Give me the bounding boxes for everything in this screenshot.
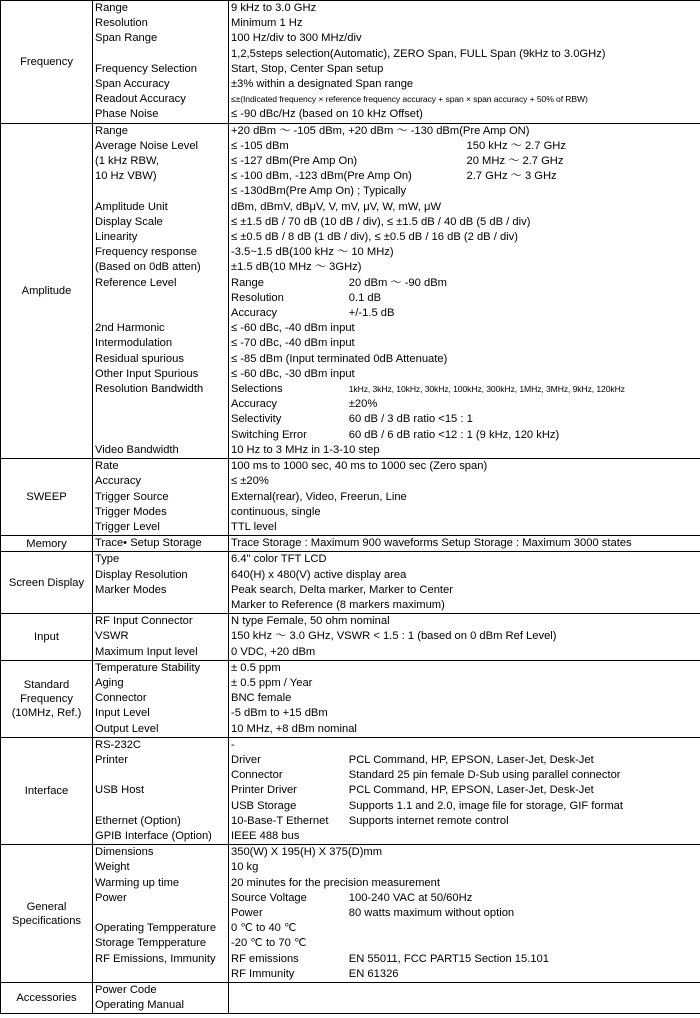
spec-label: Other Input Spurious xyxy=(93,367,229,382)
spec-label: Aging xyxy=(93,676,229,691)
spec-row xyxy=(1,814,700,829)
spec-label: Operating Tempperature xyxy=(93,921,229,936)
spec-value-columns xyxy=(231,291,698,306)
spec-subvalue: 80 watts maximum without option xyxy=(348,906,515,919)
spec-value xyxy=(229,139,700,154)
spec-label: Resolution Bandwidth xyxy=(93,382,229,397)
spec-value: ≤ -70 dBc, -40 dBm input xyxy=(229,336,700,351)
spec-value xyxy=(229,891,700,906)
spec-value xyxy=(229,967,700,983)
spec-subkey: ≤ -100 dBm, -123 dBm(Pre Amp On) xyxy=(231,170,412,183)
spec-label xyxy=(93,412,229,427)
spec-label: Video Bandwidth xyxy=(93,443,229,459)
spec-value: ≤ ±1.5 dB / 70 dB (10 dB / div), ≤ ±1.5 dB / 40 dB (5 dB / div) xyxy=(229,215,700,230)
spec-label: Resolution xyxy=(93,16,229,31)
spec-value: ≤ -60 dBc, -40 dBm input xyxy=(229,321,700,336)
spec-value: Peak search, Delta marker, Marker to Center xyxy=(229,583,700,598)
spec-subvalue: PCL Command, HP, EPSON, Laser-Jet, Desk-Jet xyxy=(348,784,594,797)
spec-row xyxy=(1,568,700,583)
spec-row xyxy=(1,860,700,875)
spec-subvalue: 0.1 dB xyxy=(348,291,382,304)
spec-label xyxy=(93,47,229,62)
spec-subvalue: 60 dB / 3 dB ratio <15 : 1 xyxy=(348,413,473,426)
spec-subkey: Switching Error xyxy=(231,428,307,441)
spec-label: VSWR xyxy=(93,629,229,644)
section-category: Accessories xyxy=(1,983,93,1014)
spec-label: Rate xyxy=(93,459,229,475)
spec-value xyxy=(229,428,700,443)
spec-label: Weight xyxy=(93,860,229,875)
spec-value-columns xyxy=(231,397,698,412)
spec-label: Warming up time xyxy=(93,876,229,891)
spec-label: Power xyxy=(93,891,229,906)
spec-label: Residual spurious xyxy=(93,352,229,367)
spec-row xyxy=(1,906,700,921)
spec-table-body xyxy=(1,1,700,1014)
spec-label: Accuracy xyxy=(93,474,229,489)
spec-row xyxy=(1,583,700,598)
spec-row xyxy=(1,722,700,738)
spec-value-columns xyxy=(231,799,698,814)
spec-row xyxy=(1,306,700,321)
spec-value: 350(W) X 195(H) X 375(D)mm xyxy=(229,845,700,861)
spec-row xyxy=(1,520,700,536)
spec-row xyxy=(1,614,700,630)
spec-label: 2nd Harmonic xyxy=(93,321,229,336)
spec-value: ≤ ±0.5 dB / 8 dB (1 dB / div), ≤ ±0.5 dB / 16 dB (2 dB / div) xyxy=(229,230,700,245)
spec-row xyxy=(1,352,700,367)
spec-subkey: RF emissions xyxy=(231,952,299,965)
spec-row xyxy=(1,245,700,260)
spec-subkey: Connector xyxy=(231,769,283,782)
spec-row xyxy=(1,154,700,169)
spec-subvalue: Supports internet remote control xyxy=(348,814,509,827)
spec-row xyxy=(1,16,700,31)
spec-subkey: Accuracy xyxy=(231,398,278,411)
spec-row xyxy=(1,291,700,306)
spec-value-columns xyxy=(231,753,698,768)
spec-value xyxy=(229,814,700,829)
section-category: Input xyxy=(1,614,93,661)
spec-row xyxy=(1,998,700,1014)
spec-row xyxy=(1,77,700,92)
spec-value: ±1.5 dB(10 MHz ～ 3GHz) xyxy=(229,260,700,275)
spec-row xyxy=(1,552,700,568)
spec-value-columns xyxy=(231,967,698,982)
spec-subvalue: 2.7 GHz ～ 3 GHz xyxy=(466,170,557,183)
spec-label: Readout Accuracy xyxy=(93,92,229,107)
section-category: General Specifications xyxy=(1,845,93,983)
spec-label: (Based on 0dB atten) xyxy=(93,260,229,275)
spec-row xyxy=(1,276,700,291)
spec-value: ≤ -90 dBc/Hz (based on 10 kHz Offset) xyxy=(229,107,700,123)
spec-row xyxy=(1,660,700,676)
spec-row xyxy=(1,876,700,891)
spec-row xyxy=(1,443,700,459)
spec-label xyxy=(93,397,229,412)
spec-row xyxy=(1,260,700,275)
spec-row xyxy=(1,829,700,845)
spec-label: Input Level xyxy=(93,706,229,721)
spec-label: Printer xyxy=(93,753,229,768)
spec-value: ±3% within a designated Span range xyxy=(229,77,700,92)
spec-subvalue: 150 kHz ～ 2.7 GHz xyxy=(466,139,566,152)
spec-row xyxy=(1,92,700,107)
spec-subkey: Printer Driver xyxy=(231,784,297,797)
spec-value: -3.5~1.5 dB(100 kHz ～ 10 MHz) xyxy=(229,245,700,260)
spec-label: Ethernet (Option) xyxy=(93,814,229,829)
spec-value: -5 dBm to +15 dBm xyxy=(229,706,700,721)
spec-label: GPIB Interface (Option) xyxy=(93,829,229,845)
spec-value xyxy=(229,768,700,783)
spec-row xyxy=(1,215,700,230)
spec-row xyxy=(1,921,700,936)
spec-value: Minimum 1 Hz xyxy=(229,16,700,31)
spec-row xyxy=(1,629,700,644)
spec-value xyxy=(229,952,700,967)
spec-row xyxy=(1,1,700,17)
spec-subvalue: PCL Command, HP, EPSON, Laser-Jet, Desk-Jet xyxy=(348,753,594,766)
spec-value xyxy=(229,397,700,412)
spec-value: N type Female, 50 ohm nominal xyxy=(229,614,700,630)
spec-label: Trace• Setup Storage xyxy=(93,536,229,552)
spec-label: Connector xyxy=(93,691,229,706)
spec-row xyxy=(1,783,700,798)
spec-value xyxy=(229,291,700,306)
spec-row xyxy=(1,123,700,139)
spec-value xyxy=(229,983,700,999)
spec-label: RF Emissions, Immunity xyxy=(93,952,229,967)
spec-subkey: Source Voltage xyxy=(231,891,307,904)
spec-row xyxy=(1,47,700,62)
spec-value: BNC female xyxy=(229,691,700,706)
spec-label: Average Noise Level xyxy=(93,139,229,154)
spec-label: Range xyxy=(93,123,229,139)
spec-value: 10 kg xyxy=(229,860,700,875)
spec-label xyxy=(93,967,229,983)
spec-row xyxy=(1,706,700,721)
section-category: Interface xyxy=(1,737,93,844)
spec-label xyxy=(93,428,229,443)
spec-label xyxy=(93,768,229,783)
spec-value: continuous, single xyxy=(229,505,700,520)
spec-label: Display Scale xyxy=(93,215,229,230)
spec-row xyxy=(1,184,700,199)
spec-row xyxy=(1,200,700,215)
spec-value-columns xyxy=(231,814,698,829)
spec-row xyxy=(1,412,700,427)
spec-subkey: Range xyxy=(231,276,264,289)
section-category: Screen Display xyxy=(1,552,93,614)
spec-label: RF Input Connector xyxy=(93,614,229,630)
spec-value xyxy=(229,382,700,397)
spec-row xyxy=(1,768,700,783)
spec-row xyxy=(1,967,700,983)
section-category: Memory xyxy=(1,536,93,552)
spec-value: 6.4" color TFT LCD xyxy=(229,552,700,568)
spec-label xyxy=(93,906,229,921)
spec-row xyxy=(1,169,700,184)
spec-row xyxy=(1,428,700,443)
spec-row xyxy=(1,62,700,77)
spec-value-columns xyxy=(231,906,698,921)
spec-label: Range xyxy=(93,1,229,17)
spec-label: Power Code xyxy=(93,983,229,999)
spec-row xyxy=(1,598,700,614)
spec-value: IEEE 488 bus xyxy=(229,829,700,845)
spec-subvalue: 100-240 VAC at 50/60Hz xyxy=(348,891,473,904)
spec-value: ± 0.5 ppm / Year xyxy=(229,676,700,691)
spec-label: Reference Level xyxy=(93,276,229,291)
section-category: SWEEP xyxy=(1,459,93,536)
spec-value xyxy=(229,783,700,798)
spec-value: - xyxy=(229,737,700,753)
spec-value xyxy=(229,753,700,768)
spec-row xyxy=(1,31,700,46)
spec-row xyxy=(1,845,700,861)
spec-subkey: USB Storage xyxy=(231,799,297,812)
section-category: Amplitude xyxy=(1,123,93,458)
spec-label: 10 Hz VBW) xyxy=(93,169,229,184)
spec-row xyxy=(1,676,700,691)
spec-row xyxy=(1,891,700,906)
spec-row xyxy=(1,691,700,706)
spec-subvalue: EN 61326 xyxy=(348,967,399,980)
spec-value: Start, Stop, Center Span setup xyxy=(229,62,700,77)
spec-row xyxy=(1,397,700,412)
spec-value: ≤ -60 dBc, -30 dBm input xyxy=(229,367,700,382)
spec-label: Display Resolution xyxy=(93,568,229,583)
spec-subkey: Resolution xyxy=(231,291,284,304)
spec-row xyxy=(1,490,700,505)
spec-subkey: ≤ -105 dBm xyxy=(231,139,289,152)
spec-label: Marker Modes xyxy=(93,583,229,598)
spec-value: 10 Hz to 3 MHz in 1-3-10 step xyxy=(229,443,700,459)
spec-value: ≤ ±20% xyxy=(229,474,700,489)
spec-row xyxy=(1,936,700,951)
spec-label: Storage Tempperature xyxy=(93,936,229,951)
spec-subvalue: 1kHz, 3kHz, 10kHz, 30kHz, 100kHz, 300kHz, 1MHz, 3MHz, 9kHz, 120kHz xyxy=(348,384,625,395)
spec-value-columns xyxy=(231,276,698,291)
spec-subkey: ≤ -127 dBm(Pre Amp On) xyxy=(231,155,358,168)
spec-value-columns xyxy=(231,952,698,967)
spec-subkey: Accuracy xyxy=(231,307,278,320)
spec-row xyxy=(1,230,700,245)
spec-value: 150 kHz ～ 3.0 GHz, VSWR < 1.5 : 1 (based on 0 dBm Ref Level) xyxy=(229,629,700,644)
spec-label: Maximum Input level xyxy=(93,645,229,661)
spec-value: 0 ℃ to 40 ℃ xyxy=(229,921,700,936)
spec-label: Span Range xyxy=(93,31,229,46)
spec-label: Linearity xyxy=(93,230,229,245)
spec-value-columns xyxy=(231,412,698,427)
spec-label: Type xyxy=(93,552,229,568)
spec-value-columns xyxy=(231,783,698,798)
spec-row xyxy=(1,459,700,475)
spec-row xyxy=(1,474,700,489)
spec-value: dBm, dBmV, dBμV, V, mV, μV, W, mW, μW xyxy=(229,200,700,215)
spec-label: Frequency response xyxy=(93,245,229,260)
spec-row xyxy=(1,799,700,814)
spec-subkey: Selectivity xyxy=(231,413,282,426)
spec-subkey: RF Immunity xyxy=(231,967,295,980)
spec-label: Span Accuracy xyxy=(93,77,229,92)
spec-value xyxy=(229,306,700,321)
spec-value: 1,2,5steps selection(Automatic), ZERO Span, FULL Span (9kHz to 3.0GHz) xyxy=(229,47,700,62)
spec-subkey: 10-Base-T Ethernet xyxy=(231,814,329,827)
spec-subvalue: +/-1.5 dB xyxy=(348,307,395,320)
spec-value xyxy=(229,154,700,169)
spec-value: +20 dBm ～ -105 dBm, +20 dBm ～ -130 dBm(Pre Amp ON) xyxy=(229,123,700,139)
spec-subvalue: 20 MHz ～ 2.7 GHz xyxy=(466,155,564,168)
spec-row xyxy=(1,107,700,123)
spec-value: -20 ℃ to 70 ℃ xyxy=(229,936,700,951)
spec-value: 20 minutes for the precision measurement xyxy=(229,876,700,891)
spec-value xyxy=(229,169,700,184)
spec-label xyxy=(93,799,229,814)
spec-value-columns xyxy=(231,891,698,906)
spec-value: 10 MHz, +8 dBm nominal xyxy=(229,722,700,738)
spec-value: 640(H) x 480(V) active display area xyxy=(229,568,700,583)
section-category: Standard Frequency (10MHz, Ref.) xyxy=(1,660,93,737)
spec-value xyxy=(229,276,700,291)
spec-label: Amplitude Unit xyxy=(93,200,229,215)
spec-label: Trigger Level xyxy=(93,520,229,536)
spec-label: RS-232C xyxy=(93,737,229,753)
spec-row xyxy=(1,321,700,336)
spec-row xyxy=(1,139,700,154)
spec-value-columns xyxy=(231,154,698,169)
spec-row xyxy=(1,367,700,382)
spec-value: External(rear), Video, Freerun, Line xyxy=(229,490,700,505)
spec-row xyxy=(1,983,700,999)
spec-label: Temperature Stability xyxy=(93,660,229,676)
spec-subkey: Driver xyxy=(231,753,261,766)
spec-value xyxy=(229,906,700,921)
spec-label: Trigger Source xyxy=(93,490,229,505)
spec-subkey: Selections xyxy=(231,383,283,396)
spec-subvalue: Supports 1.1 and 2.0, image file for storage, GIF format xyxy=(348,799,623,812)
spec-label: Frequency Selection xyxy=(93,62,229,77)
spec-value: 9 kHz to 3.0 GHz xyxy=(229,1,700,17)
spec-value: ≤±(Indicated frequency × reference frequency accuracy + span × span accuracy + 50% of RBW) xyxy=(229,92,700,107)
spec-row xyxy=(1,536,700,552)
spec-label xyxy=(93,598,229,614)
spec-label xyxy=(93,184,229,199)
spec-value: ± 0.5 ppm xyxy=(229,660,700,676)
spec-row xyxy=(1,505,700,520)
spec-label: Dimensions xyxy=(93,845,229,861)
spec-row xyxy=(1,336,700,351)
spec-value-columns xyxy=(231,169,698,184)
spec-value: 100 Hz/div to 300 MHz/div xyxy=(229,31,700,46)
spec-subvalue: 20 dBm ～ -90 dBm xyxy=(348,276,447,289)
spec-label: USB Host xyxy=(93,783,229,798)
spec-subvalue: Standard 25 pin female D-Sub using parallel connector xyxy=(348,769,621,782)
spec-value-columns xyxy=(231,306,698,321)
spec-value-columns xyxy=(231,428,698,443)
spec-value: TTL level xyxy=(229,520,700,536)
spec-subkey: Power xyxy=(231,906,263,919)
section-category: Frequency xyxy=(1,1,93,124)
spec-label xyxy=(93,291,229,306)
spec-value: Marker to Reference (8 markers maximum) xyxy=(229,598,700,614)
spec-label: (1 kHz RBW, xyxy=(93,154,229,169)
spec-value xyxy=(229,799,700,814)
spec-subvalue: EN 55011, FCC PART15 Section 15.101 xyxy=(348,952,549,965)
spec-label: Operating Manual xyxy=(93,998,229,1014)
spec-label xyxy=(93,306,229,321)
spec-subvalue: ±20% xyxy=(348,398,378,411)
spec-value-columns xyxy=(231,139,698,154)
spec-row xyxy=(1,737,700,753)
spec-value: ≤ -130dBm(Pre Amp On) ; Typically xyxy=(229,184,700,199)
spec-row xyxy=(1,952,700,967)
spec-value-columns xyxy=(231,382,698,397)
spec-subvalue: 60 dB / 6 dB ratio <12 : 1 (9 kHz, 120 kHz) xyxy=(348,428,560,441)
spec-value: 100 ms to 1000 sec, 40 ms to 1000 sec (Zero span) xyxy=(229,459,700,475)
spec-value xyxy=(229,998,700,1014)
spec-value xyxy=(229,412,700,427)
spec-label: Output Level xyxy=(93,722,229,738)
spec-value: ≤ -85 dBm (Input terminated 0dB Attenuate) xyxy=(229,352,700,367)
spec-label: Trigger Modes xyxy=(93,505,229,520)
spec-value-columns xyxy=(231,768,698,783)
spec-row xyxy=(1,753,700,768)
spec-value: 0 VDC, +20 dBm xyxy=(229,645,700,661)
spec-row xyxy=(1,645,700,661)
spec-value: Trace Storage : Maximum 900 waveforms Setup Storage : Maximum 3000 states xyxy=(229,536,700,552)
spec-label: Phase Noise xyxy=(93,107,229,123)
spec-row xyxy=(1,382,700,397)
spec-label: Intermodulation xyxy=(93,336,229,351)
